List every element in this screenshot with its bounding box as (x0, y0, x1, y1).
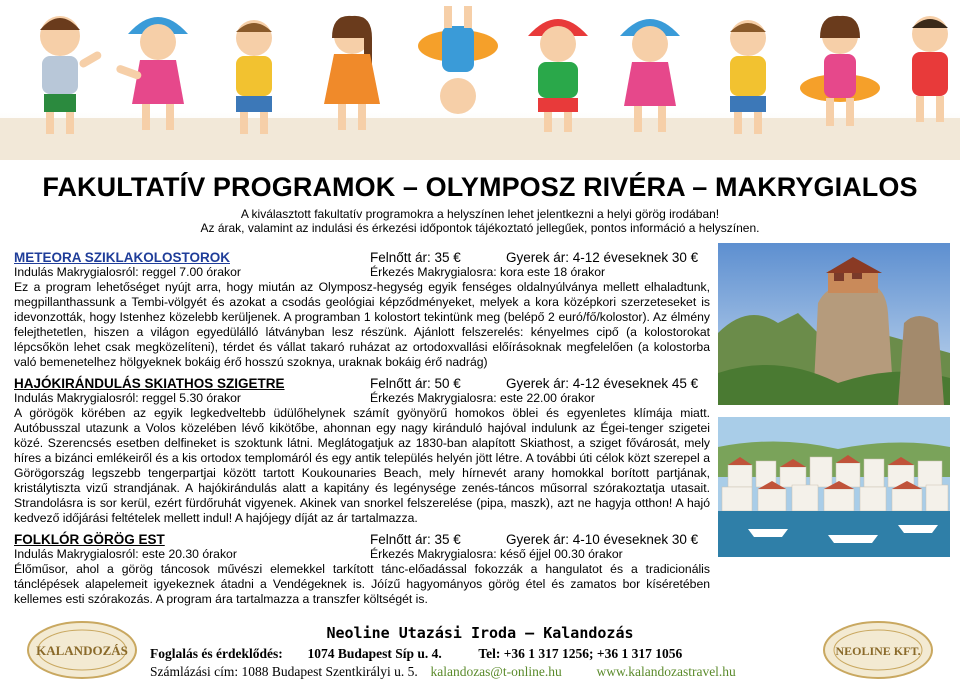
intro-line-2: Az árak, valamint az indulási és érkezési időpontok tájékoztató jellegűek, pontos információ a helyszínen. (200, 221, 760, 235)
adult-price: Felnőtt ár: 35 € (370, 532, 461, 547)
logo-text: NEOLINE KFT. (835, 644, 921, 658)
kid-figure (236, 20, 272, 134)
departure-time: Indulás Makrygialosról: este 20.30 órakor (14, 547, 237, 561)
program-times (14, 391, 710, 406)
departure-time: Indulás Makrygialosról: reggel 5.30 órakor (14, 391, 241, 405)
program-name: HAJÓKIRÁNDULÁS SKIATHOS SZIGETRE (14, 376, 285, 391)
program-description: Ez a program lehetőséget nyújt arra, hogy miután az Olymposz-hegység egyik fenséges oldalnyúlványa mellett elhaladtunk, megpillanthassunk a Tembi-völgyét és azokat a csodás geológiai képződményeket, melyek a kora középkori szerzeteseket is idevonzották, hogy Istenhez közelebb kerüljenek. A programban 1 kolostort tekintünk meg (belépő 2 euró/fő/kolostor). Az élmény felejthetetlen, hiszen a világon egyedülálló látványban lesz részünk. Ajánlott felszerelés: kényelmes cipő (a kolostorokat lépcsőkön lehet csak megközelíteni), térdet és vállat takaró ruházat az ortodoxvallási előírásoknak megfelelően (a kolostorba való bemenetelhez hölgyeknek bokáig érő hosszú szoknya, uraknak bokáig érő nadrág) (14, 280, 710, 369)
kids-banner (0, 0, 960, 160)
intro-line-1: A kiválasztott fakultatív programokra a helyszínen lehet jelentkezni a helyi görög irodában! (240, 207, 720, 221)
kid-figure (912, 16, 948, 122)
kid-figure (418, 6, 498, 114)
program-header (14, 376, 710, 391)
departure-time: Indulás Makrygialosról: reggel 7.00 órakor (14, 265, 241, 279)
arrival-time: Érkezés Makrygialosra: kora este 18 órakor (370, 265, 606, 279)
program-name: FOLKLÓR GÖRÖG EST (14, 532, 165, 547)
kid-figure (800, 16, 880, 126)
program-times (14, 547, 710, 562)
program-description: A görögök körében az egyik legkedveltebb üdülőhelynek számít gyönyörű homokos öblei és egyenletes klímája miatt. Autóbusszal utazunk a Volos közelében lévő kikötőbe, ahonnan egy nagy kiránduló hajóval indulunk az Égei-tenger szigetei közé. Szerencsés esetben delfineket is szoktunk látni. Meglátogatjuk az 1830-ban alapított Skiathost, a sziget fővárosát, mely híres a bizánci emlékeiről és a kis ortodox templomáról és egy antik település helyén jött létre. A további úti célok közt szerepel a Görögország legszebb tengerpartjai között tartott Koukounaries Beach, mely hírnevét arany homokkal borított partjának, kristálytiszta vizű strandjának. A hajókirándulás alatt a kapitány és legénysége zenés-táncos műsorral szórakoztatja utasait. Strandolásra is sor kerül, ezért fürdőruhát vigyenek. Akinek van snorkel felszerelése (pipa, maszk), azt ne hagyja otthon! A hajó kedvező időjárási feltételek mellett indul! A hajójegy díját az ár tartalmazza. (14, 406, 710, 525)
kid-figure (40, 16, 103, 134)
footer (0, 622, 960, 684)
child-price: Gyerek ár: 4-12 éveseknek 30 € (506, 250, 699, 265)
booking-label: Foglalás és érdeklődés: (150, 646, 283, 661)
meteora-photo (718, 243, 950, 405)
arrival-time: Érkezés Makrygialosra: este 22.00 órakor (370, 391, 595, 405)
office-name: Neoline Utazási Iroda – Kalandozás (326, 624, 634, 642)
phone-numbers: Tel: +36 1 317 1256; +36 1 317 1056 (478, 646, 683, 661)
skiathos-photo (718, 417, 950, 557)
adult-price: Felnőtt ár: 50 € (370, 376, 461, 391)
kid-figure (528, 19, 588, 132)
program-skiathos (14, 376, 710, 526)
email-link[interactable]: kalandozas@t-online.hu (430, 664, 562, 679)
program-times (14, 265, 710, 280)
kid-figure (324, 16, 380, 130)
arrival-time: Érkezés Makrygialosra: késő éjjel 00.30 órakor (370, 547, 623, 561)
child-price: Gyerek ár: 4-10 éveseknek 30 € (506, 532, 699, 547)
billing-line (150, 664, 810, 680)
program-header (14, 532, 710, 547)
adult-price: Felnőtt ár: 35 € (370, 250, 461, 265)
kid-figure (730, 20, 766, 134)
program-description: Élőműsor, ahol a görög táncosok művészi elemekkel tarkított tánc-előadással fokozzák a hangulatot és a tradicionális tánclépések alapelemeit igyekeznek átadni a Vendégeknek is. Jóízű hagyományos görög étel és zamatos bor kíséretében kellemes esti szórakozás. A program ára tartalmazza a transzfer költségét is. (14, 562, 710, 606)
billing-address: Számlázási cím: 1088 Budapest Szentkirályi u. 5. (150, 664, 418, 679)
program-name: METEORA SZIKLAKOLOSTOROK (14, 250, 230, 265)
kid-figure (620, 19, 680, 132)
program-header (14, 250, 710, 265)
booking-line (150, 646, 810, 662)
child-price: Gyerek ár: 4-12 éveseknek 45 € (506, 376, 699, 391)
program-folklore (14, 532, 710, 607)
kid-figure (115, 17, 188, 130)
logo-text: KALANDOZÁS (36, 643, 128, 658)
website-link[interactable]: www.kalandozastravel.hu (596, 664, 736, 679)
kids-illustration (0, 0, 960, 160)
page-title: FAKULTATÍV PROGRAMOK – OLYMPOSZ RIVÉRA – MAKRYGIALOS (42, 172, 918, 202)
booking-address: 1074 Budapest Síp u. 4. (307, 646, 442, 661)
program-meteora (14, 250, 710, 370)
